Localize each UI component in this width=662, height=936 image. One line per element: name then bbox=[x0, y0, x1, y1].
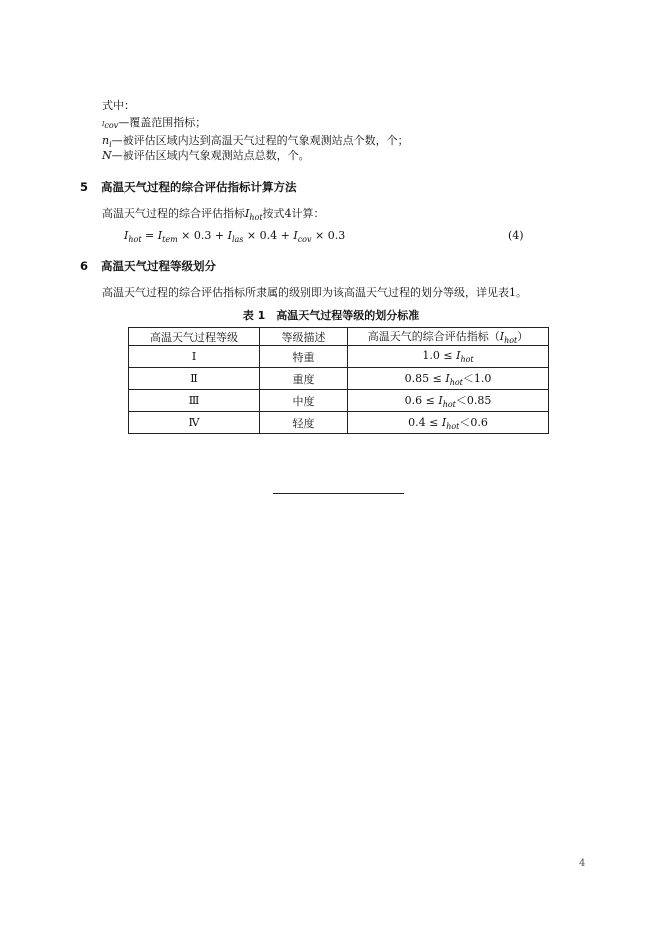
section-5-title: 高温天气过程的综合评估指标计算方法 bbox=[101, 180, 297, 194]
cell-description: 轻度 bbox=[260, 412, 348, 434]
header-grade: 高温天气过程等级 bbox=[129, 328, 260, 346]
cell-grade: Ⅰ bbox=[129, 346, 260, 368]
table-row bbox=[129, 346, 549, 368]
definition-n-total: N—被评估区域内气象观测站点总数，个。 bbox=[102, 149, 310, 162]
table-row bbox=[129, 390, 549, 412]
symbol-i-cov: $I_{cov}$ bbox=[102, 121, 119, 131]
header-index: 高温天气的综合评估指标$(I_{hot})$ bbox=[348, 328, 549, 346]
section-6-title: 高温天气过程等级划分 bbox=[101, 259, 217, 273]
grade-table bbox=[128, 327, 549, 434]
cell-index-range: $0.85 \le I_{hot}<1.0$ bbox=[348, 368, 549, 390]
cell-description: 重度 bbox=[260, 368, 348, 390]
table-row bbox=[129, 412, 549, 434]
symbol-i-hot: $I_{hot}$ bbox=[245, 207, 263, 223]
cell-index-range: $0.6 \le I_{hot}<0.85$ bbox=[348, 390, 549, 412]
section-6-paragraph: 高温天气过程的综合评估指标所隶属的级别即为该高温天气过程的划分等级，详见表1。 bbox=[102, 286, 527, 299]
cell-index-range: $0.4 \le I_{hot}<0.6$ bbox=[348, 412, 549, 434]
table-row bbox=[129, 368, 549, 390]
section-6-number: 6 bbox=[80, 259, 89, 273]
definition-n-i: $n_i—$被评估区域内达到高温天气过程的气象观测站点个数，个； bbox=[102, 134, 409, 150]
cell-grade: Ⅱ bbox=[129, 368, 260, 390]
where-intro: 式中： bbox=[102, 99, 135, 112]
end-of-document-rule bbox=[273, 493, 404, 494]
symbol-n-i: $n_i$ bbox=[102, 134, 112, 150]
section-5-paragraph: 高温天气过程的综合评估指标$I_{hot}$按式4计算： bbox=[102, 207, 325, 223]
cell-grade: Ⅲ bbox=[129, 390, 260, 412]
page-number: 4 bbox=[579, 858, 586, 869]
definition-i-cov: $I_{cov}—$覆盖范围指标； bbox=[102, 116, 207, 131]
cell-description: 特重 bbox=[260, 346, 348, 368]
formula-number: (4) bbox=[508, 229, 524, 242]
table-caption: 表 1 高温天气过程等级的划分标准 bbox=[242, 309, 420, 322]
section-6-heading bbox=[80, 258, 216, 274]
section-5-number: 5 bbox=[80, 180, 89, 194]
formula-4: $I_{hot} = I_{tem} \times 0.3 + I_{las} \times 0.4 + I_{cov} \times 0.3$ bbox=[124, 229, 346, 245]
table-header-row bbox=[129, 328, 549, 346]
cell-grade: Ⅳ bbox=[129, 412, 260, 434]
section-5-heading bbox=[80, 179, 297, 195]
header-description: 等级描述 bbox=[260, 328, 348, 346]
cell-index-range: $1.0 \le I_{hot}$ bbox=[348, 346, 549, 368]
cell-description: 中度 bbox=[260, 390, 348, 412]
symbol-n-total: N bbox=[102, 149, 112, 162]
